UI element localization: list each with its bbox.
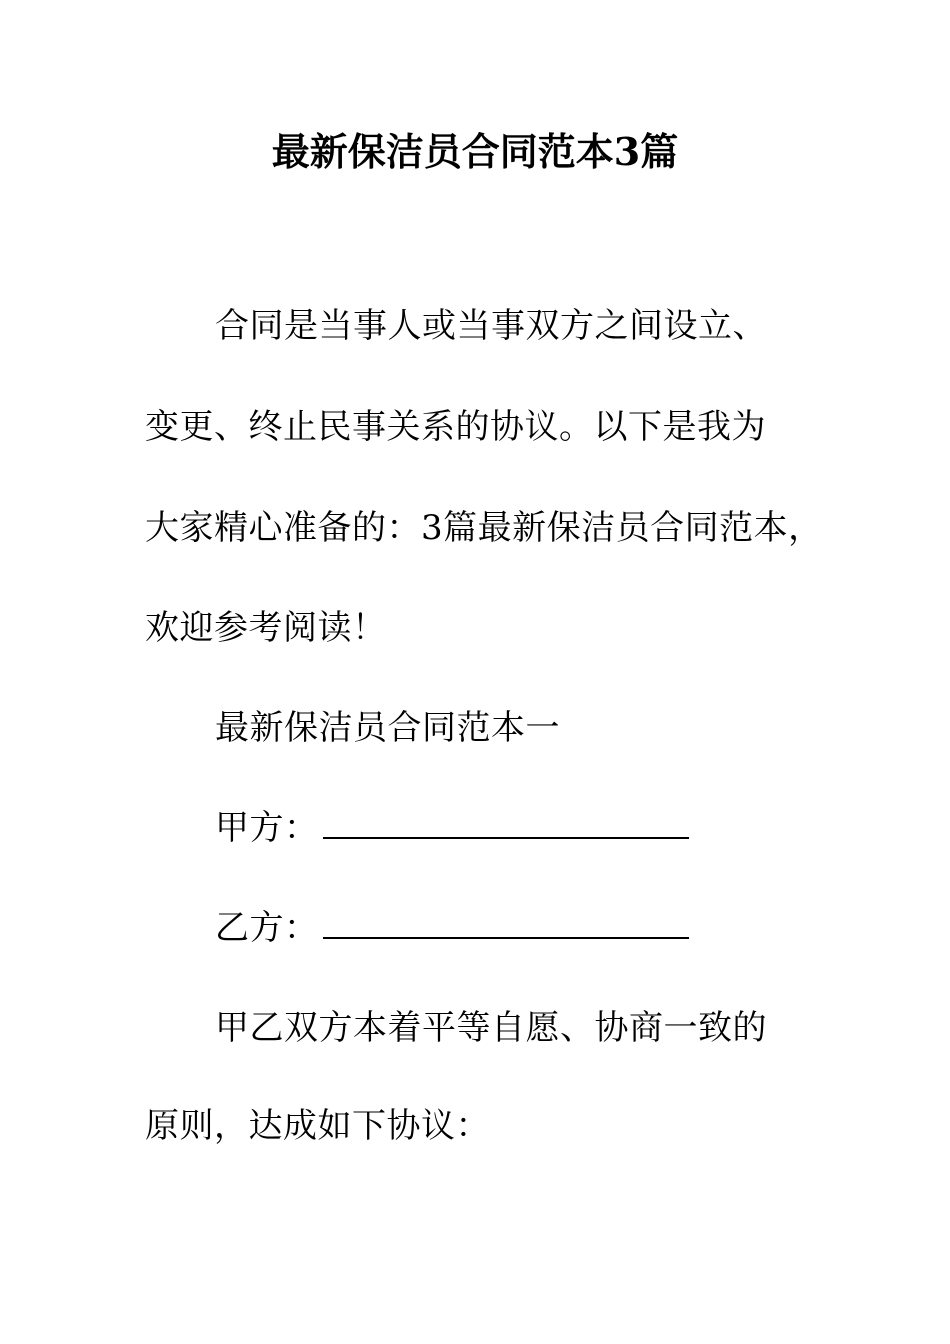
party-b-blank-line: [323, 907, 689, 939]
body-line-1: 甲乙双方本着平等自愿、协商一致的: [215, 1008, 767, 1048]
party-a-label: 甲方：: [215, 808, 319, 848]
party-a-blank-line: [323, 807, 689, 839]
party-b-label: 乙方：: [215, 908, 319, 948]
intro-line-1: 合同是当事人或当事双方之间设立、: [215, 306, 767, 346]
intro-line-2: 变更、终止民事关系的协议。以下是我为: [145, 407, 766, 447]
section-heading: 最新保洁员合同范本一: [215, 708, 560, 748]
document-title: 最新保洁员合同范本3篇: [271, 129, 679, 174]
party-b-row: [215, 905, 689, 951]
party-a-row: [215, 805, 689, 851]
intro-line-4: 欢迎参考阅读！: [145, 608, 387, 648]
body-line-2: 原则，达成如下协议：: [145, 1106, 490, 1146]
intro-line-3: 大家精心准备的：3篇最新保洁员合同范本，: [145, 508, 823, 548]
